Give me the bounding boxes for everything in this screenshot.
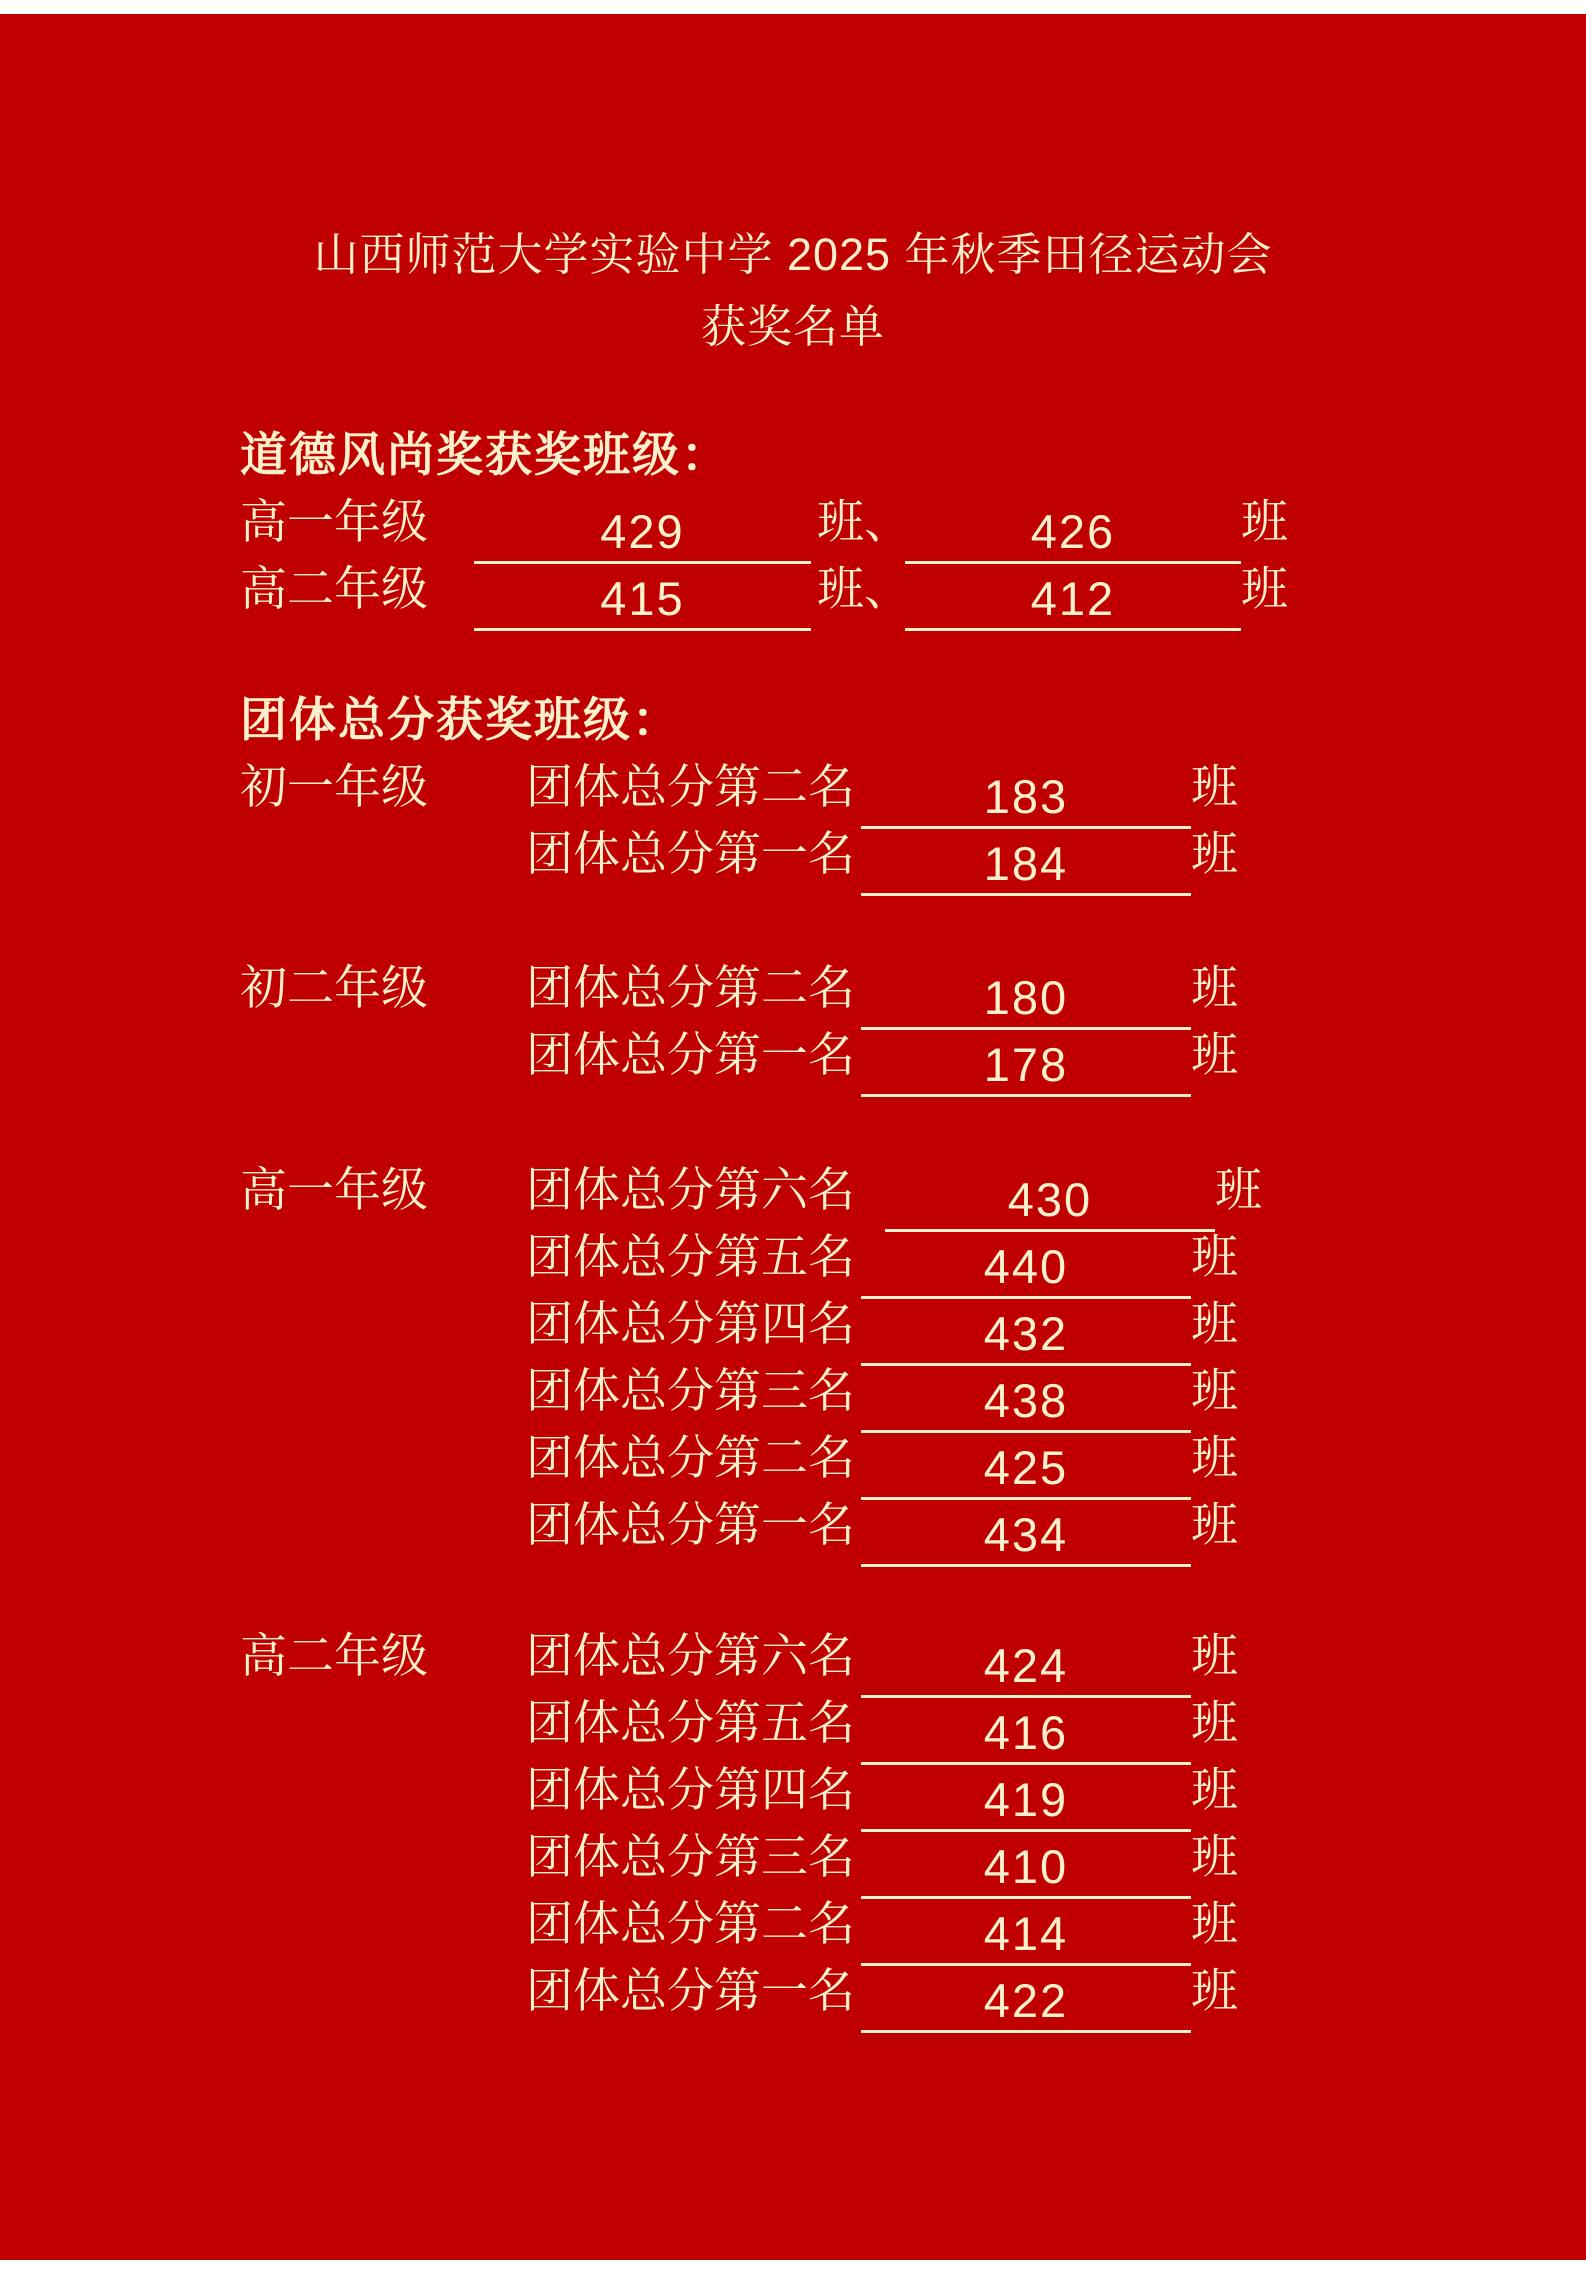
morality-row — [240, 488, 1586, 558]
morality-section-heading: 道德风尚奖获奖班级： — [240, 428, 730, 481]
class-number-field: 430 — [885, 1175, 1215, 1232]
ban-label: 班 — [1191, 1028, 1238, 1081]
rank-label: 团体总分第五名 — [526, 1696, 855, 1749]
team-row — [526, 1357, 1586, 1427]
rank-label: 团体总分第二名 — [526, 760, 855, 813]
rank-label: 团体总分第一名 — [526, 1028, 855, 1081]
class-number-field: 178 — [861, 1040, 1191, 1097]
class-number-field: 183 — [861, 772, 1191, 829]
class-number-field: 432 — [861, 1309, 1191, 1366]
rank-label: 团体总分第六名 — [526, 1629, 855, 1682]
ban-label: 班 — [1191, 1498, 1238, 1551]
grade-label: 高二年级 — [240, 1629, 428, 1682]
team-row — [526, 1491, 1586, 1561]
grade-label: 高一年级 — [240, 495, 428, 548]
rank-label: 团体总分第一名 — [526, 827, 855, 880]
team-row — [526, 1756, 1586, 1826]
rank-label: 团体总分第一名 — [526, 1498, 855, 1551]
ban-label: 班 — [1241, 562, 1288, 615]
team-row — [526, 1689, 1586, 1759]
grade-label: 初一年级 — [240, 760, 428, 813]
rank-label: 团体总分第六名 — [526, 1163, 855, 1216]
grade-label: 高二年级 — [240, 562, 428, 615]
ban-label: 班 — [1191, 1629, 1238, 1682]
class-number-field: 438 — [861, 1376, 1191, 1433]
ban-label: 班 — [1191, 1763, 1238, 1816]
team-row — [526, 1823, 1586, 1893]
ban-label: 班 — [1191, 1964, 1238, 2017]
rank-label: 团体总分第三名 — [526, 1830, 855, 1883]
ban-label: 班 — [1191, 1431, 1238, 1484]
class-number-field: 415 — [474, 574, 811, 631]
ban-label: 班 — [1191, 1230, 1238, 1283]
class-number-field: 425 — [861, 1443, 1191, 1500]
class-number-field: 412 — [905, 574, 1241, 631]
class-number-field: 410 — [861, 1842, 1191, 1899]
class-number-field: 434 — [861, 1510, 1191, 1567]
rank-label: 团体总分第三名 — [526, 1364, 855, 1417]
team-section-heading: 团体总分获奖班级： — [240, 693, 681, 746]
award-flyer-page — [0, 14, 1586, 2260]
ban-label: 班、 — [817, 495, 911, 548]
class-number-field: 414 — [861, 1909, 1191, 1966]
ban-label: 班 — [1191, 760, 1238, 813]
rank-label: 团体总分第二名 — [526, 961, 855, 1014]
grade-label: 高一年级 — [240, 1163, 428, 1216]
ban-label: 班 — [1191, 1897, 1238, 1950]
team-row — [526, 1622, 1586, 1692]
class-number-field: 426 — [905, 507, 1241, 564]
team-group-senior2 — [240, 1622, 1586, 2027]
class-number-field: 429 — [474, 507, 811, 564]
rank-label: 团体总分第四名 — [526, 1297, 855, 1350]
ban-label: 班 — [1191, 827, 1238, 880]
ban-label: 班 — [1191, 961, 1238, 1014]
class-number-field: 180 — [861, 973, 1191, 1030]
rank-label: 团体总分第四名 — [526, 1763, 855, 1816]
ban-label: 班 — [1215, 1163, 1262, 1216]
team-group-junior2 — [240, 954, 1586, 1091]
team-row — [526, 1890, 1586, 1960]
team-row — [526, 1290, 1586, 1360]
team-row — [526, 1156, 1586, 1226]
class-number-field: 440 — [861, 1242, 1191, 1299]
ban-label: 班 — [1191, 1364, 1238, 1417]
page-title: 山西师范大学实验中学 2025 年秋季田径运动会 — [313, 229, 1273, 280]
morality-row — [240, 555, 1586, 625]
team-group-junior1 — [240, 753, 1586, 890]
team-row — [526, 1021, 1586, 1091]
class-number-field: 422 — [861, 1976, 1191, 2033]
team-row — [526, 954, 1586, 1024]
class-number-field: 419 — [861, 1775, 1191, 1832]
rank-label: 团体总分第二名 — [526, 1431, 855, 1484]
class-number-field: 184 — [861, 839, 1191, 896]
ban-label: 班 — [1191, 1297, 1238, 1350]
class-number-field: 416 — [861, 1708, 1191, 1765]
rank-label: 团体总分第一名 — [526, 1964, 855, 2017]
team-group-senior1 — [240, 1156, 1586, 1561]
team-row — [526, 753, 1586, 823]
ban-label: 班 — [1241, 495, 1288, 548]
grade-label: 初二年级 — [240, 961, 428, 1014]
team-row — [526, 1223, 1586, 1293]
document-body — [240, 421, 1586, 2027]
team-row — [526, 1957, 1586, 2027]
rank-label: 团体总分第二名 — [526, 1897, 855, 1950]
team-row — [526, 820, 1586, 890]
ban-label: 班 — [1191, 1830, 1238, 1883]
ban-label: 班 — [1191, 1696, 1238, 1749]
ban-label: 班、 — [817, 562, 911, 615]
team-row — [526, 1424, 1586, 1494]
rank-label: 团体总分第五名 — [526, 1230, 855, 1283]
page-subtitle: 获奖名单 — [700, 301, 885, 352]
class-number-field: 424 — [861, 1641, 1191, 1698]
